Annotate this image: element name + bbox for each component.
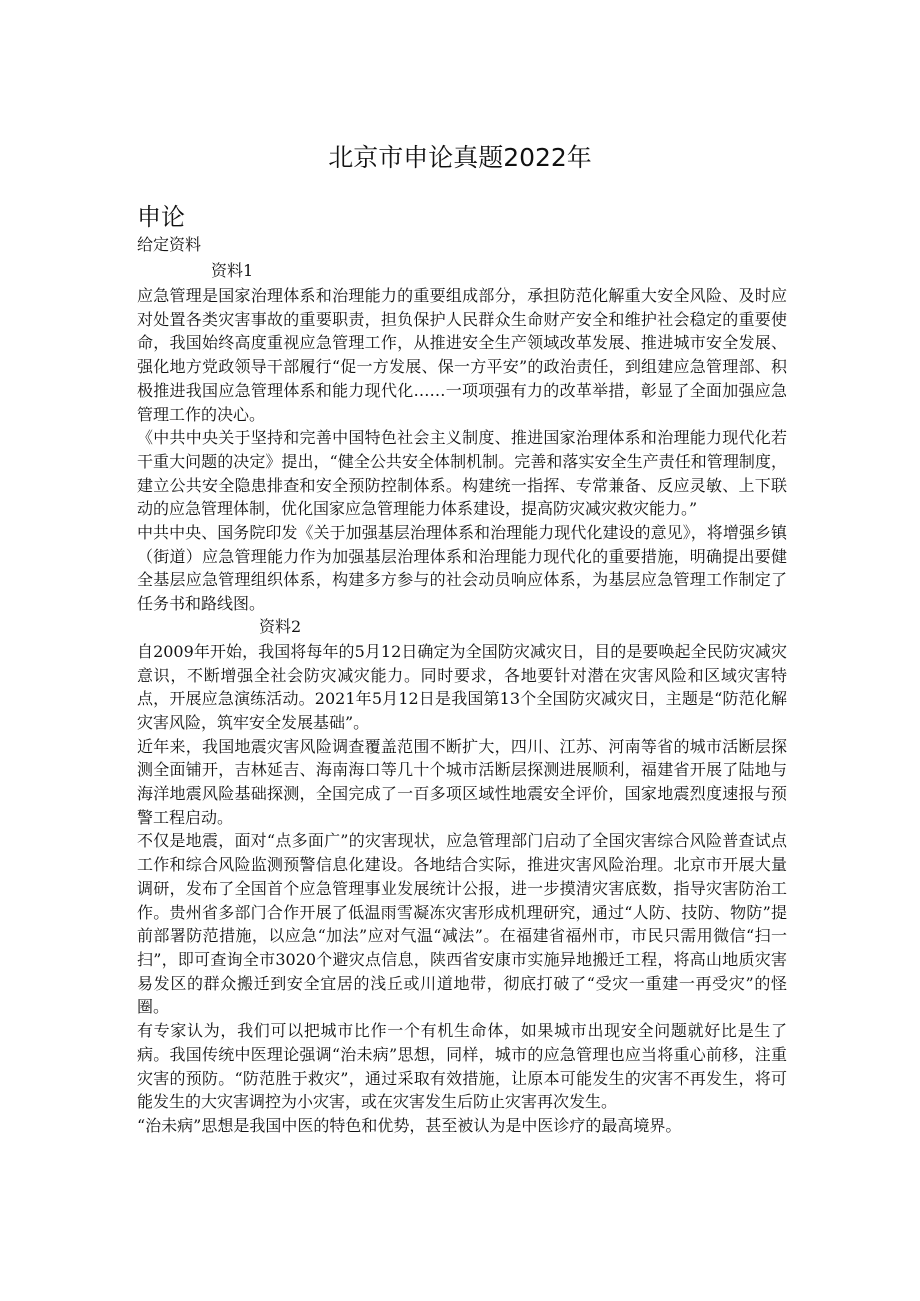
given-materials-heading: 给定资料 xyxy=(137,235,202,254)
material-1-paragraph-1: 应急管理是国家治理体系和治理能力的重要组成部分，承担防范化解重大安全风险、及时应对处置各类灾害事故的重要职责，担负保护人民群众生命财产安全和维护社会稳定的重要使命，我国始终高度重视应急管理工作，从推进安全生产领域改革发展、推进城市安全发展、强化地方党政领导干部履行“促一方发展、保一方平安”的政治责任，到组建应急管理部、积极推进我国应急管理体系和能力现代化……一项项强有力的改革举措，彰显了全面加强应急管理工作的决心。 xyxy=(137,286,787,424)
material-2-paragraph-3: 不仅是地震，面对“点多面广”的灾害现状，应急管理部门启动了全国灾害综合风险普查试点工作和综合风险监测预警信息化建设。各地结合实际，推进灾害风险治理。北京市开展大量调研，发布了全国首个应急管理事业发展统计公报，进一步摸清灾害底数，指导灾害防治工作。贵州省多部门合作开展了低温雨雪凝冻灾害形成机理研究，通过“人防、技防、物防”提前部署防范措施，以应急“加法”应对气温“减法”。在福建省福州市，市民只需用微信“扫一扫”，即可查询全市3020个避灾点信息，陕西省安康市实施异地搬迁工程，将高山地质灾害易发区的群众搬迁到安全宜居的浅丘或川道地带，彻底打破了“受灾一重建一再受灾”的怪圈。 xyxy=(137,831,787,1017)
material-1-label: 资料1 xyxy=(211,261,254,280)
document-title: 北京市申论真题2022年 xyxy=(328,143,592,172)
material-2-paragraph-2: 近年来，我国地震灾害风险调查覆盖范围不断扩大，四川、江苏、河南等省的城市活断层探测全面铺开，吉林延吉、海南海口等几十个城市活断层探测进展顺利，福建省开展了陆地与海洋地震风险基础探测，全国完成了一百多项区域性地震安全评价，国家地震烈度速报与预警工程启动。 xyxy=(137,736,787,827)
material-1-paragraph-3: 中共中央、国务院印发《关于加强基层治理体系和治理能力现代化建设的意见》，将增强乡镇（街道）应急管理能力作为加强基层治理体系和治理能力现代化的重要措施，明确提出要健全基层应急管理组织体系，构建多方参与的社会动员响应体系，为基层应急管理工作制定了任务书和路线图。 xyxy=(137,523,787,614)
material-2-label: 资料2 xyxy=(259,616,302,636)
material-2-paragraph-1: 自2009年开始，我国将每年的5月12日确定为全国防灾减灾日，目的是要唤起全民防灾减灾意识，不断增强全社会防灾减灾能力。同时要求，各地要针对潜在灾害风险和区域灾害特点，开展应急演练活动。2021年5月12日是我国第13个全国防灾减灾日，主题是“防范化解灾害风险，筑牢安全发展基础”。 xyxy=(137,641,787,732)
section-heading: 申论 xyxy=(137,203,185,231)
document-body xyxy=(137,200,787,1138)
material-2-paragraph-4: 有专家认为，我们可以把城市比作一个有机生命体，如果城市出现安全问题就好比是生了病。我国传统中医理论强调“治未病”思想，同样，城市的应急管理也应当将重心前移，注重灾害的预防。“防范胜于救灾”，通过采取有效措施，让原本可能发生的灾害不再发生，将可能发生的大灾害调控为小灾害，或在灾害发生后防止灾害再次发生。 xyxy=(137,1021,787,1112)
material-2-paragraph-5: “治未病”思想是我国中医的特色和优势，甚至被认为是中医诊疗的最高境界。 xyxy=(137,1115,682,1135)
material-1-paragraph-2: 《中共中央关于坚持和完善中国特色社会主义制度、推进国家治理体系和治理能力现代化若干重大问题的决定》提出，“健全公共安全体制机制。完善和落实安全生产责任和管理制度，建立公共安全隐患排查和安全预防控制体系。构建统一指挥、专常兼备、反应灵敏、上下联动的应急管理体制，优化国家应急管理能力体系建设，提高防灾减灾救灾能力。” xyxy=(137,428,787,519)
